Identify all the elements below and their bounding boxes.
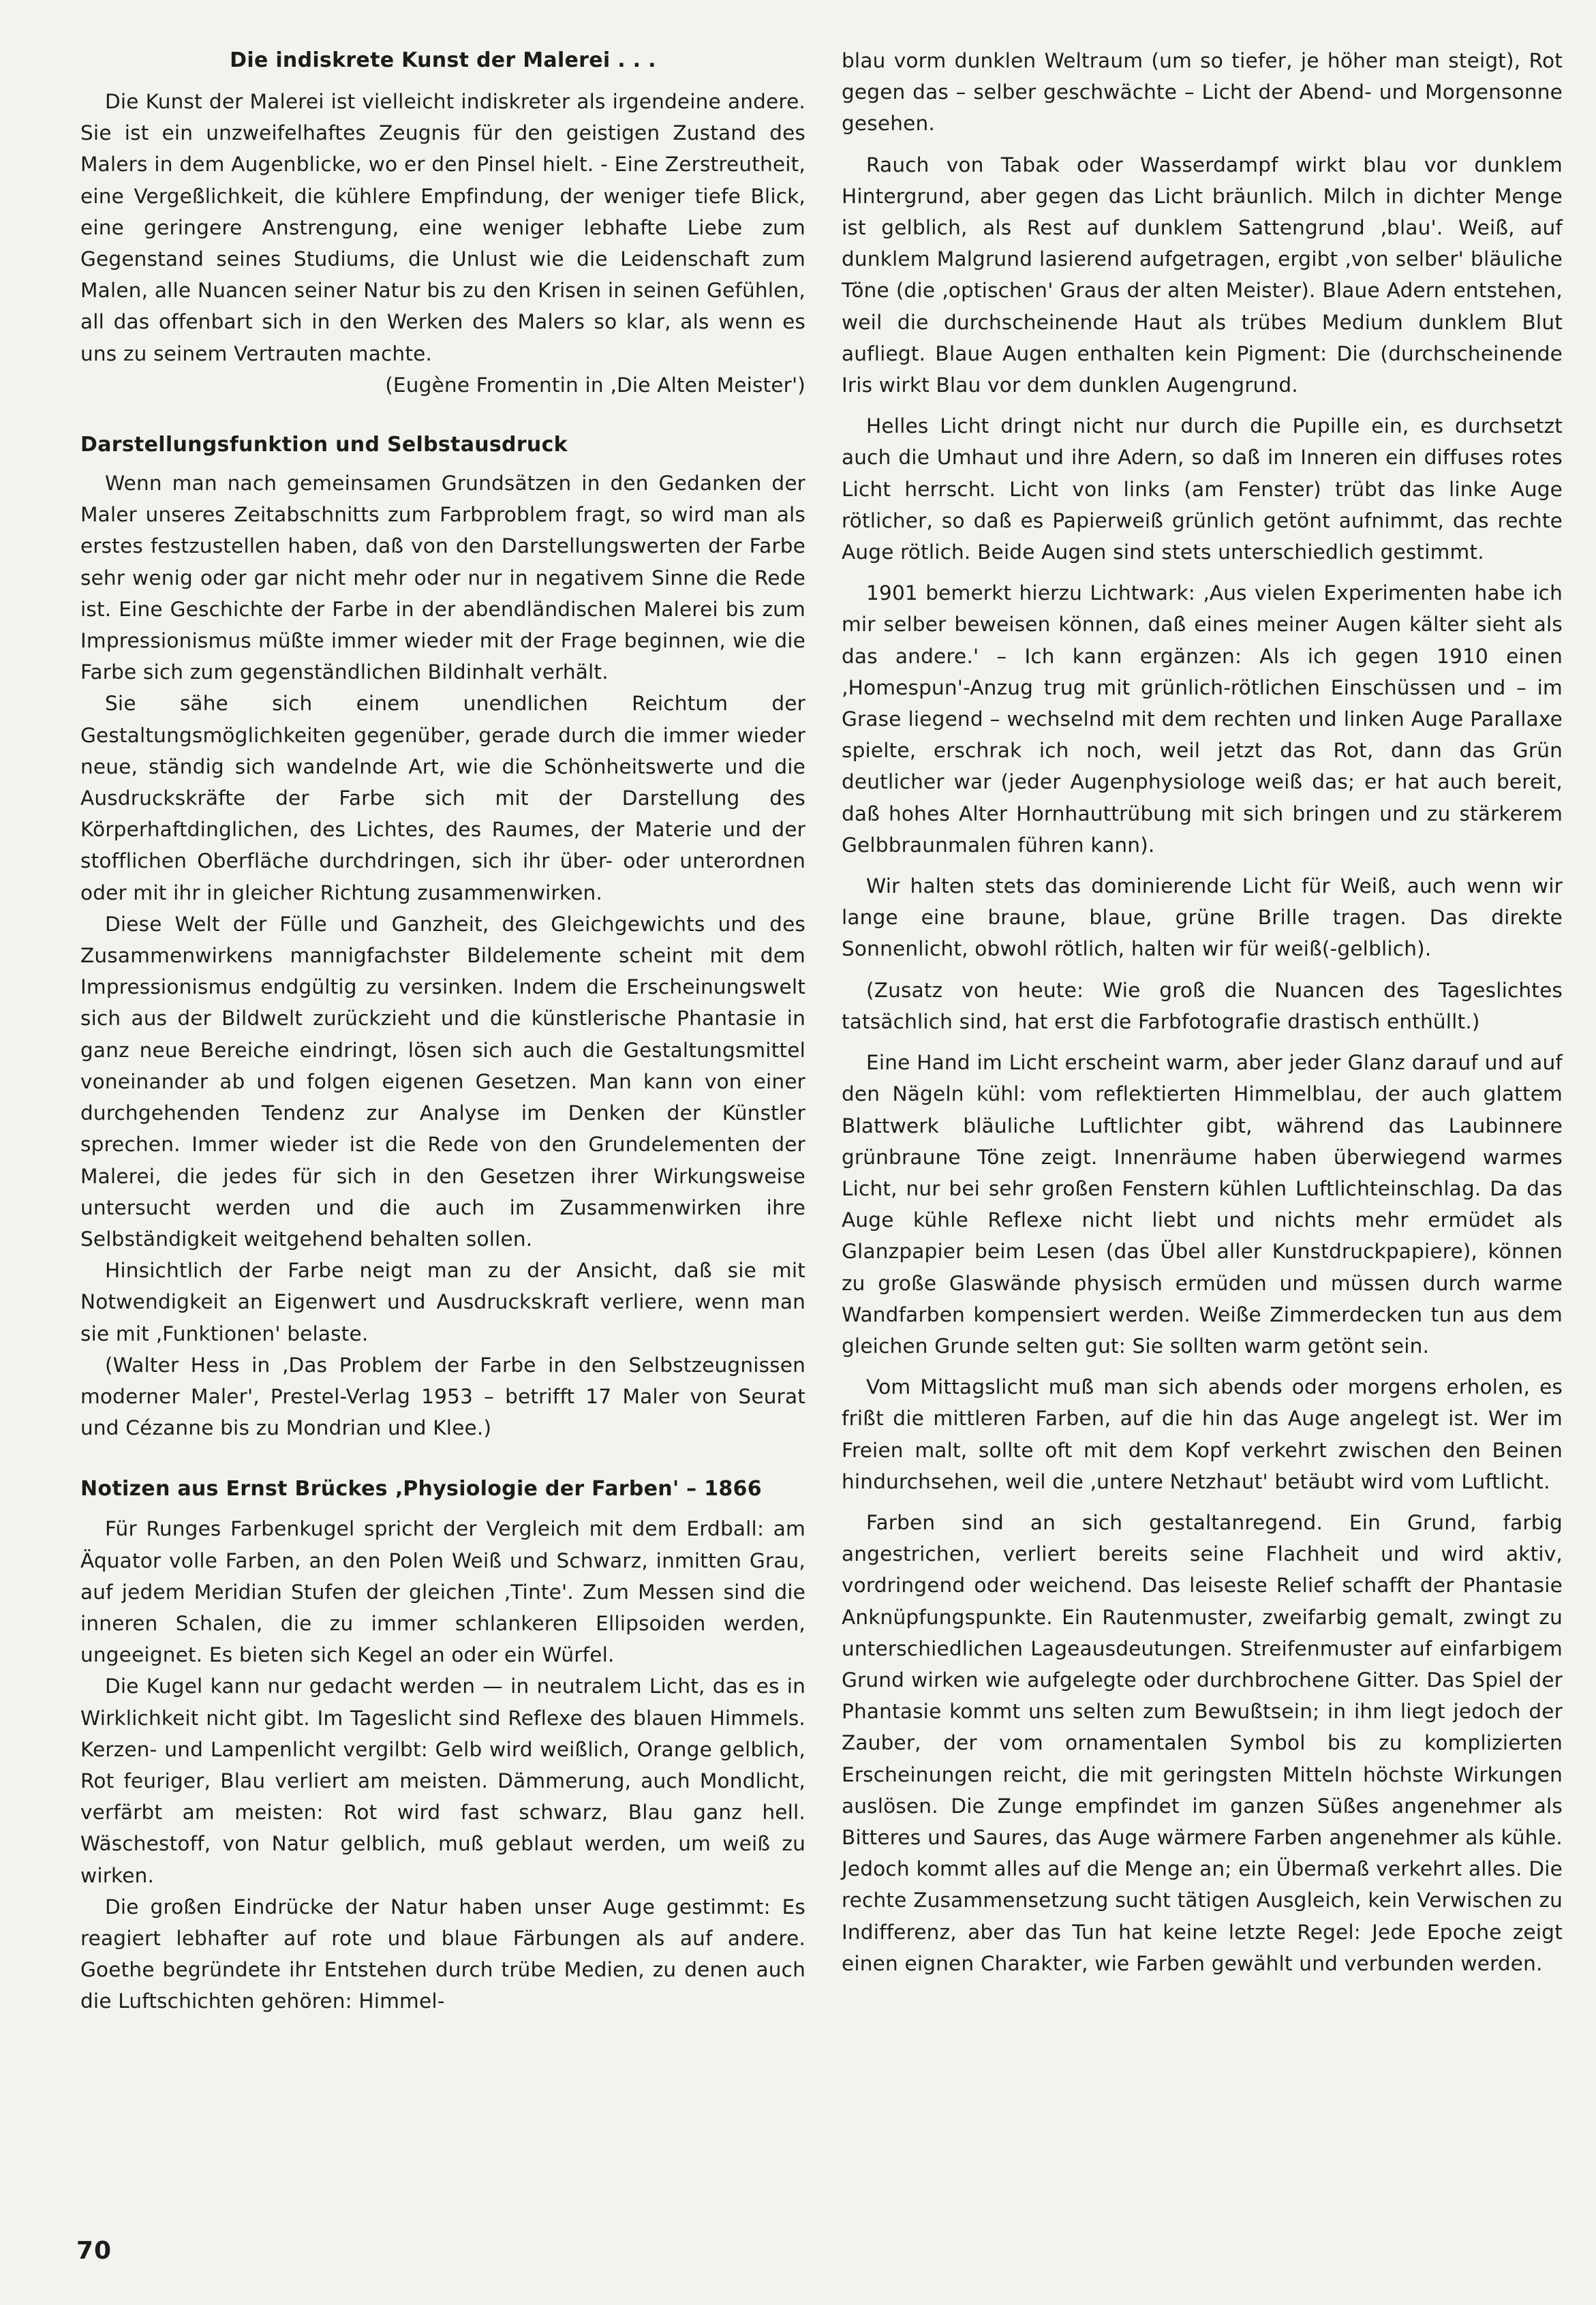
right-column bbox=[842, 45, 1563, 1979]
paragraph: Hinsichtlich der Farbe neigt man zu der Ansicht, daß sie mit Notwendigkeit an Eigenwert und Ausdruckskraft verliere, wenn man sie mit ‚Funktionen' belaste. bbox=[80, 1259, 805, 1345]
paragraph: Diese Welt der Fülle und Ganzheit, des Gleichgewichts und des Zusammenwirkens mannigfachster Bildelemente scheint mit dem Impressionismus endgültig zu versinken. Indem die Erscheinungswelt sich aus der Bildwelt zurückzieht und die künstlerische Phantasie in ganz neue Bereiche eindringt, lösen sich auch die Gestaltungsmittel voneinander ab und folgen eigenen Gesetzen. Man kann von einer durchgehenden Tendenz zur Analyse im Denken der Künstler sprechen. Immer wieder ist die Rede von den Grundelementen der Malerei, die jedes für sich in den Gesetzen ihrer Wirkungsweise untersucht werden und die auch im Zusammenwirken ihre Selbständigkeit weitgehend behalten sollen. bbox=[80, 912, 805, 1251]
paragraph: 1901 bemerkt hierzu Lichtwark: ‚Aus vielen Experimenten habe ich mir selber beweisen können, daß eines meiner Augen kälter sieht als das andere.' – Ich kann ergänzen: Als ich gegen 1910 einen ‚Homespun'-Anzug trug mit grünlich-rötlichen Einschüssen und – im Grase liegend – wechselnd mit dem rechten und linken Auge Parallaxe spielte, erschrak ich noch, weil jetzt das Rot, dann das Grün deutlicher war (jeder Augenphysiologe weiß das; er hat auch bereit, daß hohes Alter Hornhauttrübung mit sich bringen und zu stärkerem Gelbbraunmalen führen kann). bbox=[842, 581, 1563, 857]
paragraph: Farben sind an sich gestaltanregend. Ein Grund, farbig angestrichen, verliert bereits seine Flachheit und wird aktiv, vordringend oder weichend. Das leiseste Relief schafft der Phantasie Anknüpfungspunkte. Ein Rautenmuster, zweifarbig gemalt, zwingt zu unterschiedlichen Lageausdeutungen. Streifenmuster auf einfarbigem Grund wirken wie aufgelegte oder durchbrochene Gitter. Das Spiel der Phantasie kommt uns selten zum Bewußtsein; in ihm liegt jedoch der Zauber, der vom ornamentalen Symbol bis zu komplizierten Erscheinungen reicht, die mit geringsten Mitteln höchste Wirkungen auslösen. Die Zunge empfindet im ganzen Süßes angenehmer als Bitteres und Saures, das Auge wärmere Farben angenehmer als kühle. Jedoch kommt alles auf die Menge an; ein Übermaß verkehrt alles. Die rechte Zusammensetzung sucht tätigen Ausgleich, kein Verwischen zu Indifferenz, aber das Tun hat keine letzte Regel: Jede Epoche zeigt einen eignen Charakter, wie Farben gewählt und verbunden werden. bbox=[842, 1510, 1563, 1975]
paragraph: Wir halten stets das dominierende Licht für Weiß, auch wenn wir lange eine braune, blaue, grüne Brille tragen. Das direkte Sonnenlicht, obwohl rötlich, halten wir für weiß(-gelblich). bbox=[842, 874, 1563, 961]
page-number: 70 bbox=[76, 2237, 112, 2265]
citation-hess: (Walter Hess in ‚Das Problem der Farbe in den Selbstzeugnissen moderner Maler', Prestel-Verlag 1953 – betrifft 17 Maler von Seurat und Cézanne bis zu Mondrian und Klee.) bbox=[80, 1353, 805, 1440]
paragraph: Rauch von Tabak oder Wasserdampf wirkt blau vor dunklem Hintergrund, aber gegen das Licht bräunlich. Milch in dichter Menge ist gelblich, als Rest auf dunklem Sattengrund ‚blau'. Weiß, auf dunklem Malgrund lasierend aufgetragen, ergibt ‚von selber' bläuliche Töne (die ‚optischen' Graus der alten Meister). Blaue Adern entstehen, weil die durchscheinende Haut als trübes Medium dunklem Blut aufliegt. Blaue Augen enthalten kein Pigment: Die (durchscheinende Iris wirkt Blau vor dem dunklen Augengrund. bbox=[842, 153, 1563, 397]
section-heading-bruecke: Notizen aus Ernst Brückes ‚Physiologie der Farben' – 1866 bbox=[80, 1477, 762, 1501]
paragraph: Die Kugel kann nur gedacht werden — in neutralem Licht, das es in Wirklichkeit nicht gibt. Im Tageslicht sind Reflexe des blauen Himmels. Kerzen- und Lampenlicht vergilbt: Gelb wird weißlich, Orange gelblich, Rot feuriger, Blau verliert am meisten. Dämmerung, auch Mondlicht, verfärbt am meisten: Rot wird fast schwarz, Blau ganz hell. Wäschestoff, von Natur gelblich, muß geblaut werden, um weiß zu wirken. bbox=[80, 1675, 805, 1887]
paragraph: Vom Mittagslicht muß man sich abends oder morgens erholen, es frißt die mittleren Farben, auf die hin das Auge angelegt ist. Wer im Freien malt, sollte oft mit dem Kopf verkehrt zwischen den Beinen hindurchsehen, weil die ‚untere Netzhaut' betäubt wird vom Luftlicht. bbox=[842, 1375, 1563, 1493]
paragraph: Wenn man nach gemeinsamen Grundsätzen in den Gedanken der Maler unseres Zeitabschnitts zum Farbproblem fragt, so wird man als erstes festzustellen haben, daß von den Darstellungswerten der Farbe sehr wenig oder gar nicht mehr oder nur in negativem Sinne die Rede ist. Eine Geschichte der Farbe in der abendländischen Malerei bis zum Impressionismus müßte immer wieder mit der Frage beginnen, wie die Farbe sich zum gegenständlichen Bildinhalt verhält. bbox=[80, 472, 805, 684]
paragraph: Eine Hand im Licht erscheint warm, aber jeder Glanz darauf und auf den Nägeln kühl: vom reflektierten Himmelblau, der auch glattem Blattwerk bläuliche Luftlichter gibt, während das Laubinnere grünbraune Töne zeigt. Innenräume haben überwiegend warmes Licht, nur bei sehr großen Fenstern kühlen Luftlichteinschlag. Da das Auge kühle Reflexe nicht liebt und nichts mehr ermüdet als Glanzpapier beim Lesen (das Übel aller Kunstdruckpapiere), können zu große Glaswände physisch ermüden und müssen durch warme Wandfarben kompensiert werden. Weiße Zimmerdecken tun aus dem gleichen Grunde selten gut: Sie sollten warm getönt sein. bbox=[842, 1051, 1563, 1358]
paragraph-note: (Zusatz von heute: Wie groß die Nuancen des Tageslichtes tatsächlich sind, hat erst die Farbfotografie drastisch enthüllt.) bbox=[842, 978, 1563, 1033]
attribution-fromentin: (Eugène Fromentin in ‚Die Alten Meister') bbox=[385, 373, 805, 397]
paragraph: Helles Licht dringt nicht nur durch die Pupille ein, es durchsetzt auch die Umhaut und ihre Adern, so daß im Inneren ein diffuses rotes Licht herrscht. Licht von links (am Fenster) trübt das linke Auge rötlicher, so daß es Papierweiß grünlich getönt aufnimmt, das rechte Auge rötlich. Beide Augen sind stets unterschiedlich gestimmt. bbox=[842, 414, 1563, 564]
paragraph: Sie sähe sich einem unendlichen Reichtum der Gestaltungsmöglichkeiten gegenüber, gerade durch die immer wieder neue, ständig sich wandelnde Art, wie die Schönheitswerte und die Ausdruckskräfte der Farbe sich mit der Darstellung des Körperhaftdinglichen, des Lichtes, des Raumes, der Materie und der stofflichen Oberfläche durchdringen, sich ihr über- oder unterordnen oder mit ihr in gleicher Richtung zusammenwirken. bbox=[80, 692, 805, 904]
section-heading-indiskrete-kunst: Die indiskrete Kunst der Malerei . . . bbox=[230, 48, 656, 72]
paragraph-continued: blau vorm dunklen Weltraum (um so tiefer, je höher man steigt), Rot gegen das – selber geschwächte – Licht der Abend- und Morgensonne gesehen. bbox=[842, 49, 1563, 136]
quote-fromentin: Die Kunst der Malerei ist vielleicht indiskreter als irgendeine andere. Sie ist ein unzweifelhaftes Zeugnis für den geistigen Zustand des Malers in dem Augenblicke, wo er den Pinsel hielt. - Eine Zerstreutheit, eine Vergeßlichkeit, die kühlere Empfindung, der weniger tiefe Blick, eine geringere Anstrengung, eine weniger lebhafte Liebe zum Gegenstand seines Studiums, die Unlust wie die Leidenschaft zum Malen, alle Nuancen seiner Natur bis zu den Krisen in seinen Gefühlen, all das offenbart sich in den Werken des Malers so klar, als wenn es uns zu seinem Vertrauten machte. bbox=[80, 90, 805, 365]
paragraph: Die großen Eindrücke der Natur haben unser Auge gestimmt: Es reagiert lebhafter auf rote und blaue Färbungen als auf andere. Goethe begründete ihr Entstehen durch trübe Medien, zu denen auch die Luftschichten gehören: Himmel- bbox=[80, 1895, 805, 2013]
paragraph: Für Runges Farbenkugel spricht der Vergleich mit dem Erdball: am Äquator volle Farben, an den Polen Weiß und Schwarz, inmitten Grau, auf jedem Meridian Stufen der gleichen ‚Tinte'. Zum Messen sind die inneren Schalen, die zu immer schlankeren Ellipsoiden werden, ungeeignet. Es bieten sich Kegel an oder ein Würfel. bbox=[80, 1517, 805, 1667]
left-column bbox=[80, 45, 805, 2017]
section-heading-darstellungsfunktion: Darstellungsfunktion und Selbstausdruck bbox=[80, 433, 568, 457]
